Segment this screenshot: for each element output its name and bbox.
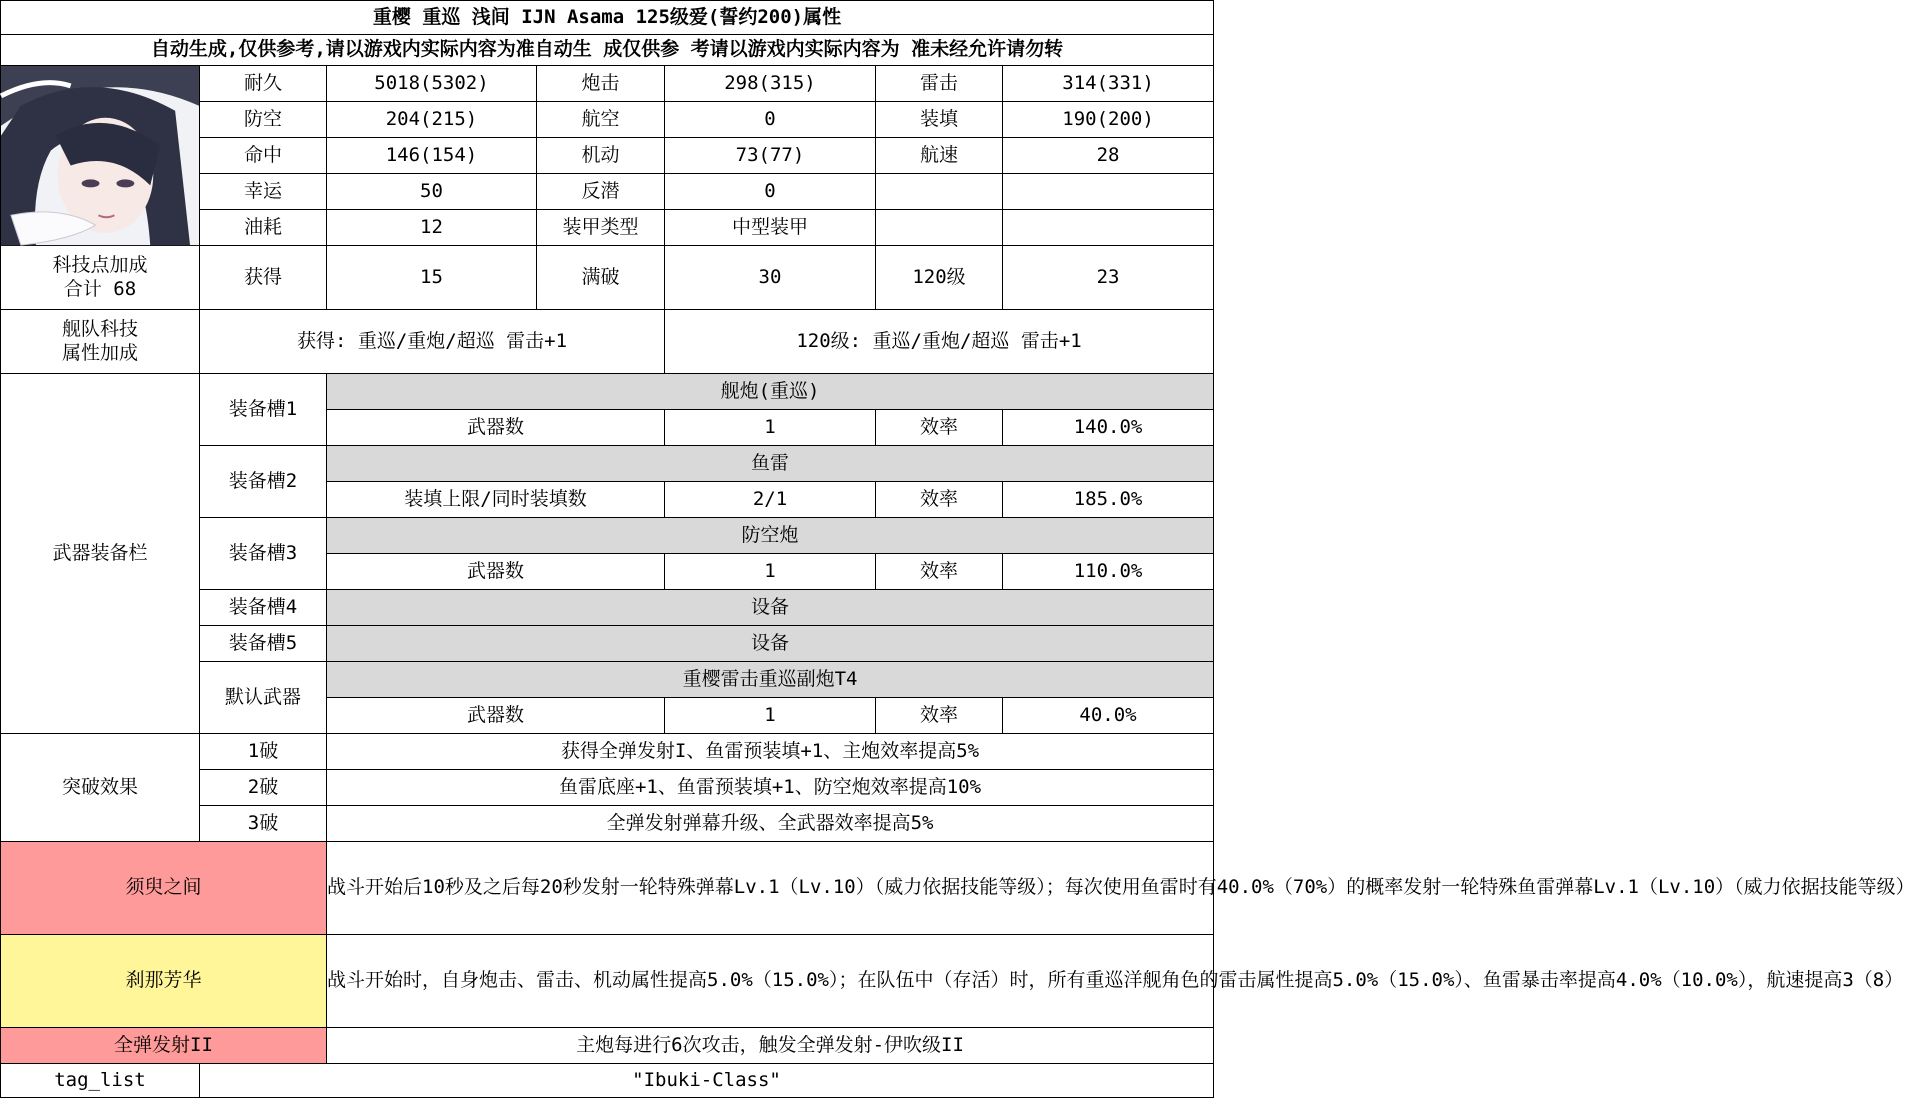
stat-value: 146(154): [327, 138, 537, 174]
breakthrough-section-label: 突破效果: [1, 734, 200, 842]
slot-name: 默认武器: [200, 662, 327, 734]
stat-label: 机动: [537, 138, 665, 174]
tech-points-total: 合计 68: [63, 277, 137, 300]
stat-value: 0: [665, 102, 876, 138]
slot-eff-value: 140.0%: [1003, 410, 1214, 446]
slot-type: 舰炮(重巡): [327, 374, 1214, 410]
slot-eff-label: 效率: [876, 698, 1003, 734]
tag-list-label: tag_list: [1, 1064, 200, 1098]
skill-name: 须臾之间: [1, 842, 327, 935]
stat-label: 油耗: [200, 210, 327, 246]
stat-label: 装填: [876, 102, 1003, 138]
stat-value: 73(77): [665, 138, 876, 174]
stat-value: 5018(5302): [327, 66, 537, 102]
slot-name: 装备槽4: [200, 590, 327, 626]
ship-portrait: [1, 66, 200, 246]
slot-eff-label: 效率: [876, 482, 1003, 518]
stat-label: 幸运: [200, 174, 327, 210]
weapons-section-label: 武器装备栏: [1, 374, 200, 734]
tech-lv120-value: 23: [1003, 246, 1214, 310]
slot-type: 防空炮: [327, 518, 1214, 554]
skill-name: 刹那芳华: [1, 935, 327, 1028]
slot-param-label: 武器数: [327, 554, 665, 590]
skill-name: 全弹发射II: [1, 1028, 327, 1064]
stat-label: [876, 210, 1003, 246]
portrait-image: [1, 66, 199, 245]
breakthrough-level: 3破: [200, 806, 327, 842]
stat-value: 314(331): [1003, 66, 1214, 102]
slot-eff-label: 效率: [876, 554, 1003, 590]
breakthrough-text: 全弹发射弹幕升级、全武器效率提高5%: [327, 806, 1214, 842]
tech-points-title: 科技点加成: [52, 253, 148, 276]
tech-get-value: 15: [327, 246, 537, 310]
slot-param-value: 1: [665, 698, 876, 734]
slot-name: 装备槽5: [200, 626, 327, 662]
slot-type: 鱼雷: [327, 446, 1214, 482]
skill-description: 主炮每进行6次攻击，触发全弹发射-伊吹级II: [327, 1028, 1214, 1064]
slot-eff-value: 40.0%: [1003, 698, 1214, 734]
stat-value: 中型装甲: [665, 210, 876, 246]
slot-eff-value: 185.0%: [1003, 482, 1214, 518]
stat-label: 炮击: [537, 66, 665, 102]
fleet-tech-subtitle: 属性加成: [61, 341, 138, 364]
stat-value: 28: [1003, 138, 1214, 174]
tech-max-value: 30: [665, 246, 876, 310]
slot-param-label: 武器数: [327, 410, 665, 446]
fleet-tech-lv120: 120级: 重巡/重炮/超巡 雷击+1: [665, 310, 1214, 374]
stat-value: [1003, 210, 1214, 246]
fleet-tech-label: [1, 310, 200, 374]
breakthrough-text: 鱼雷底座+1、鱼雷预装填+1、防空炮效率提高10%: [327, 770, 1214, 806]
tech-points-label: [1, 246, 200, 310]
slot-param-value: 1: [665, 554, 876, 590]
stat-label: 航速: [876, 138, 1003, 174]
fleet-tech-title: 舰队科技: [61, 317, 138, 340]
stat-label: 反潜: [537, 174, 665, 210]
stat-value: 12: [327, 210, 537, 246]
stat-label: 装甲类型: [537, 210, 665, 246]
stat-value: 190(200): [1003, 102, 1214, 138]
skill-description: 战斗开始后10秒及之后每20秒发射一轮特殊弹幕Lv.1（Lv.10）（威力依据技能等级）；每次使用鱼雷时有40.0%（70%）的概率发射一轮特殊鱼雷弹幕Lv.1（Lv.10）（威力依据技能等级）: [327, 842, 1214, 935]
slot-name: 装备槽3: [200, 518, 327, 590]
breakthrough-level: 1破: [200, 734, 327, 770]
stat-label: 耐久: [200, 66, 327, 102]
stat-label: 命中: [200, 138, 327, 174]
slot-type: 重樱雷击重巡副炮T4: [327, 662, 1214, 698]
stat-label: [876, 174, 1003, 210]
slot-param-label: 装填上限/同时装填数: [327, 482, 665, 518]
fleet-tech-get: 获得: 重巡/重炮/超巡 雷击+1: [200, 310, 665, 374]
slot-eff-value: 110.0%: [1003, 554, 1214, 590]
tech-max-label: 满破: [537, 246, 665, 310]
stat-value: 204(215): [327, 102, 537, 138]
slot-param-value: 2/1: [665, 482, 876, 518]
disclaimer-notice: [1, 35, 1214, 66]
stat-value: 50: [327, 174, 537, 210]
breakthrough-level: 2破: [200, 770, 327, 806]
slot-type: 设备: [327, 590, 1214, 626]
slot-param-value: 1: [665, 410, 876, 446]
slot-name: 装备槽2: [200, 446, 327, 518]
disclaimer-overlap-text: 自动生 成仅供参 考请以游戏内实际内容为 准未经允许请勿转: [534, 38, 1064, 61]
page-title: 重樱 重巡 浅间 IJN Asama 125级爱(誓约200)属性: [1, 1, 1214, 35]
breakthrough-text: 获得全弹发射I、鱼雷预装填+1、主炮效率提高5%: [327, 734, 1214, 770]
tech-lv120-label: 120级: [876, 246, 1003, 310]
stat-label: 雷击: [876, 66, 1003, 102]
tech-get-label: 获得: [200, 246, 327, 310]
slot-name: 装备槽1: [200, 374, 327, 446]
slot-param-label: 武器数: [327, 698, 665, 734]
slot-type: 设备: [327, 626, 1214, 662]
stat-value: 298(315): [665, 66, 876, 102]
stat-label: 防空: [200, 102, 327, 138]
skill-description: 战斗开始时，自身炮击、雷击、机动属性提高5.0%（15.0%）；在队伍中（存活）时，所有重巡洋舰角色的雷击属性提高5.0%（15.0%）、鱼雷暴击率提高4.0%（10.0%），航速提高3（8）: [327, 935, 1214, 1028]
tag-list-value: "Ibuki-Class": [200, 1064, 1214, 1098]
slot-eff-label: 效率: [876, 410, 1003, 446]
stat-label: 航空: [537, 102, 665, 138]
disclaimer-text: 自动生成,仅供参考,请以游戏内实际内容为准: [150, 38, 535, 61]
stat-value: 0: [665, 174, 876, 210]
stat-value: [1003, 174, 1214, 210]
